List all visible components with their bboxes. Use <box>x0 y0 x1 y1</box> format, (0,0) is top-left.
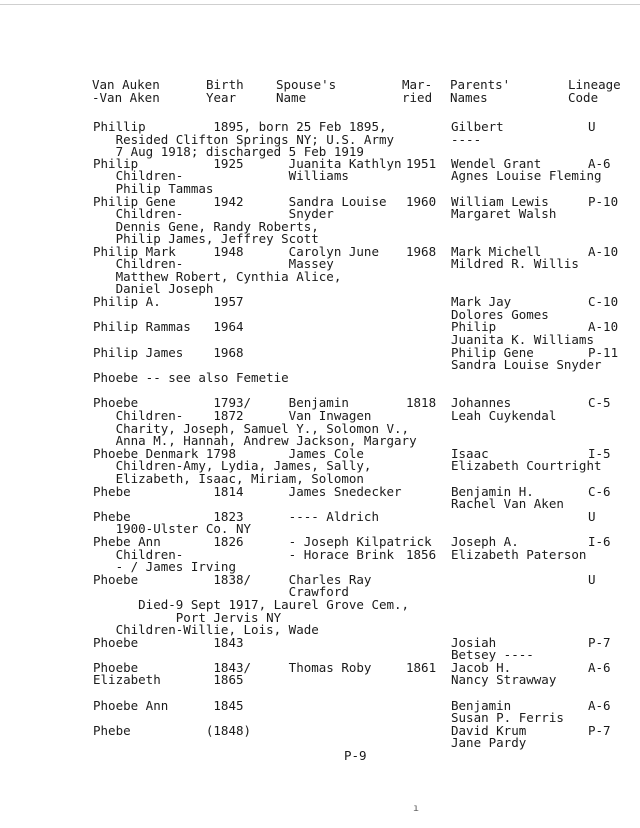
parent-name: Mildred R. Willis <box>451 256 579 271</box>
header-married: Mar- ried <box>402 77 433 105</box>
entry-line: Port Jervis NY <box>93 610 282 625</box>
entry-line: Phoebe Ann 1845 <box>93 698 244 713</box>
lineage-code: C-6 <box>588 484 611 499</box>
entry-line: Phebe Ann 1826 - Joseph Kilpatrick <box>93 534 432 549</box>
lineage-code: A-6 <box>588 660 611 675</box>
married-year: 1818 <box>406 395 437 410</box>
married-year: 1968 <box>406 244 437 259</box>
parent-name: Benjamin H. <box>451 484 534 499</box>
lineage-code: U <box>588 119 596 134</box>
parent-name: Susan P. Ferris <box>451 710 564 725</box>
entry-line: Phoebe 1843 <box>93 635 244 650</box>
parent-name: Leah Cuykendal <box>451 408 557 423</box>
entry-line: Anna M., Hannah, Andrew Jackson, Margary <box>93 433 417 448</box>
parent-name: Philip Gene <box>451 345 534 360</box>
lineage-code: P-10 <box>588 194 619 209</box>
entry-line: Philip Gene 1942 Sandra Louise <box>93 194 387 209</box>
parent-name: Mark Michell <box>451 244 542 259</box>
entry-line: Children- - Horace Brink <box>93 547 395 562</box>
parent-name: Josiah <box>451 635 497 650</box>
entry-line: Philip James 1968 <box>93 345 244 360</box>
parent-name: Philip <box>451 319 497 334</box>
lineage-code: U <box>588 509 596 524</box>
parent-name: Benjamin <box>451 698 512 713</box>
parent-name: Betsey ---- <box>451 647 534 662</box>
parent-name: William Lewis <box>451 194 549 209</box>
parent-name: Mark Jay <box>451 294 512 309</box>
header-lineage: Lineage Code <box>568 77 621 105</box>
entry-line: Matthew Robert, Cynthia Alice, <box>93 269 342 284</box>
parent-name: Rachel Van Aken <box>451 496 564 511</box>
entry-line: Phoebe Denmark 1798 James Cole <box>93 446 364 461</box>
entry-line: Children- Williams <box>93 168 349 183</box>
header-parents: Parents' Names <box>450 77 511 105</box>
header-name: Van Auken -Van Aken <box>92 77 160 105</box>
entry-line: Phoebe -- see also Femetie <box>93 370 289 385</box>
entry-line: Children- Massey <box>93 256 334 271</box>
entry-line: Phebe 1814 James Snedecker <box>93 484 402 499</box>
parent-name: Elizabeth Paterson <box>451 547 587 562</box>
parent-name: Gilbert <box>451 119 504 134</box>
married-year: 1856 <box>406 547 437 562</box>
entry-line: Philip James, Jeffrey Scott <box>93 231 319 246</box>
lineage-code: P-11 <box>588 345 619 360</box>
lineage-code: A-6 <box>588 156 611 171</box>
entry-line: Daniel Joseph <box>93 281 214 296</box>
entry-line: 1900-Ulster Co. NY <box>93 521 252 536</box>
parent-name: Jacob H. <box>451 660 512 675</box>
entry-line: Children-Amy, Lydia, James, Sally, <box>93 458 372 473</box>
lineage-code: A-10 <box>588 244 619 259</box>
married-year: 1951 <box>406 156 437 171</box>
lineage-code: U <box>588 572 596 587</box>
entry-line: Elizabeth, Isaac, Miriam, Solomon <box>93 471 364 486</box>
entry-line: Died-9 Sept 1917, Laurel Grove Cem., <box>93 597 410 612</box>
parent-name: Jane Pardy <box>451 735 527 750</box>
parent-name: ---- <box>451 132 482 147</box>
married-year: 1960 <box>406 194 437 209</box>
lineage-code: I-5 <box>588 446 611 461</box>
entry-line: Philip Tammas <box>93 181 214 196</box>
entry-line: Phebe 1823 ---- Aldrich <box>93 509 379 524</box>
entry-line: Philip Mark 1948 Carolyn June <box>93 244 379 259</box>
parent-name: Margaret Walsh <box>451 206 557 221</box>
entry-line: Phoebe 1793/ Benjamin <box>93 395 349 410</box>
entry-line: Phebe (1848) <box>93 723 252 738</box>
entry-line: Philip 1925 Juanita Kathlyn <box>93 156 402 171</box>
page-number: P-9 <box>344 748 367 763</box>
entry-line: Children-Willie, Lois, Wade <box>93 622 319 637</box>
lineage-code: P-7 <box>588 635 611 650</box>
lineage-code: C-10 <box>588 294 619 309</box>
parent-name: Johannes <box>451 395 512 410</box>
entry-line: - / James Irving <box>93 559 236 574</box>
lineage-code: P-7 <box>588 723 611 738</box>
entry-line: Phoebe 1838/ Charles Ray <box>93 572 372 587</box>
lineage-code: A-6 <box>588 698 611 713</box>
parent-name: Joseph A. <box>451 534 519 549</box>
lineage-code: A-10 <box>588 319 619 334</box>
entry-line: Resided Clifton Springs NY; U.S. Army <box>93 132 395 147</box>
parent-name: Dolores Gomes <box>451 307 549 322</box>
parent-name: Nancy Strawway <box>451 672 557 687</box>
lineage-code: I-6 <box>588 534 611 549</box>
married-year: 1861 <box>406 660 437 675</box>
entry-line: Phoebe 1843/ Thomas Roby <box>93 660 372 675</box>
entry-line: Charity, Joseph, Samuel Y., Solomon V., <box>93 421 410 436</box>
parent-name: David Krum <box>451 723 527 738</box>
lineage-code: C-5 <box>588 395 611 410</box>
entry-line: Elizabeth 1865 <box>93 672 244 687</box>
parent-name: Elizabeth Courtright <box>451 458 602 473</box>
stray-mark: ı <box>413 803 420 814</box>
header-birth: Birth Year <box>206 77 244 105</box>
entry-line: Children- Snyder <box>93 206 334 221</box>
header-spouse: Spouse's Name <box>276 77 337 105</box>
entry-line: Philip A. 1957 <box>93 294 244 309</box>
parent-name: Juanita K. Williams <box>451 332 594 347</box>
entry-line: Children- 1872 Van Inwagen <box>93 408 372 423</box>
entry-line: Philip Rammas 1964 <box>93 319 244 334</box>
entry-line: Dennis Gene, Randy Roberts, <box>93 219 319 234</box>
parent-name: Sandra Louise Snyder <box>451 357 602 372</box>
page-top-edge <box>0 4 640 5</box>
entry-line: Phillip 1895, born 25 Feb 1895, <box>93 119 387 134</box>
parent-name: Isaac <box>451 446 489 461</box>
entry-line: Crawford <box>93 584 349 599</box>
parent-name: Agnes Louise Fleming <box>451 168 602 183</box>
parent-name: Wendel Grant <box>451 156 542 171</box>
entry-line: 7 Aug 1918; discharged 5 Feb 1919 <box>93 144 364 159</box>
